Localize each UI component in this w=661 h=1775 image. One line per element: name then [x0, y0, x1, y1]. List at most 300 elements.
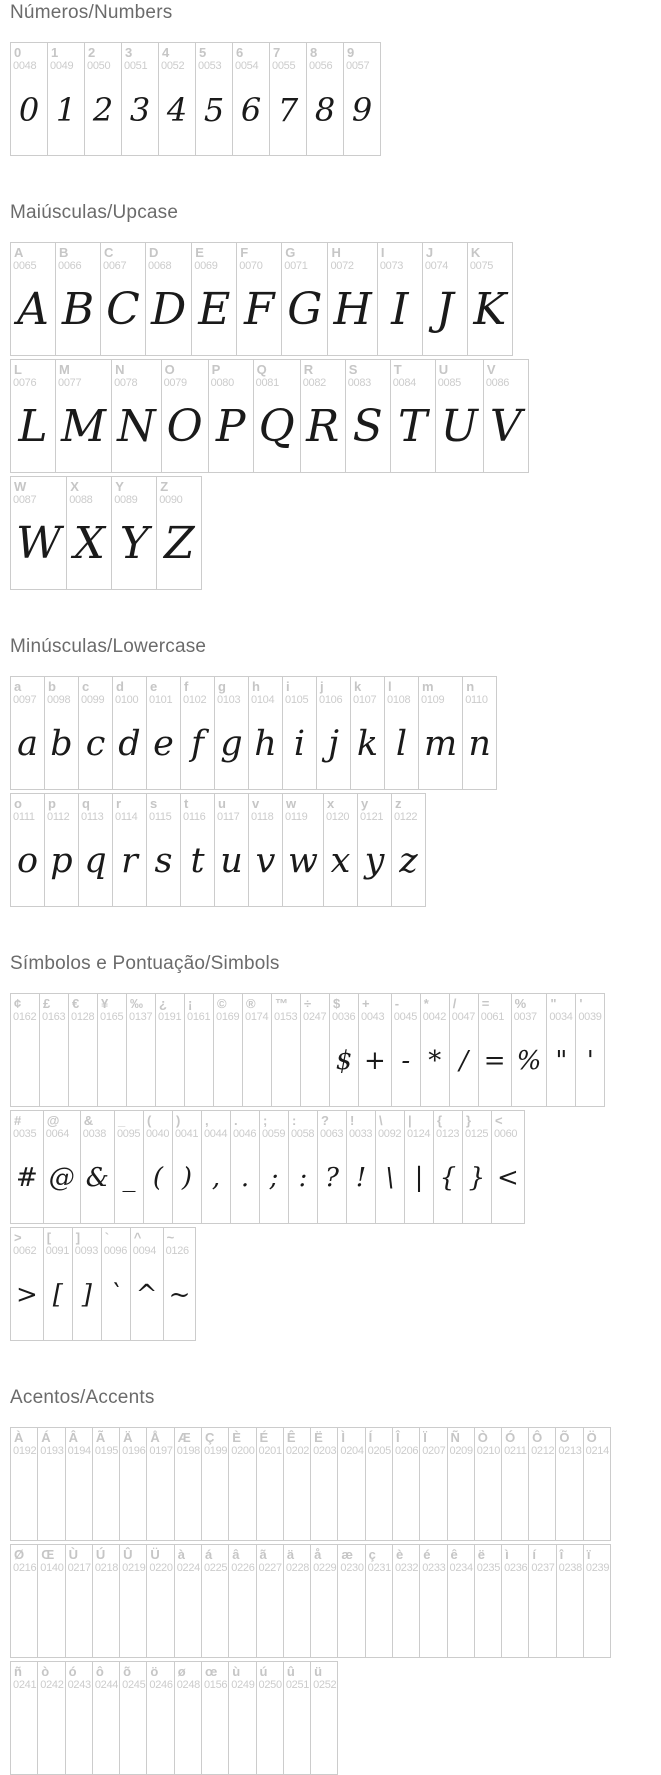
- cell-glyph-preview: \: [385, 1162, 395, 1193]
- glyph-cell: [323, 793, 358, 907]
- cell-character-label: Ñ: [450, 1430, 460, 1445]
- cell-unicode-code: 0084: [392, 377, 416, 389]
- cell-unicode-code: 0115: [149, 811, 172, 823]
- cell-glyph-preview: [175, 1457, 201, 1540]
- cell-unicode-code: 0034: [549, 1011, 573, 1023]
- cell-unicode-code: 0217: [67, 1562, 91, 1574]
- glyph-row: [10, 793, 661, 907]
- cell-unicode-code: 0246: [149, 1679, 173, 1691]
- cell-glyph-preview: g: [220, 723, 243, 764]
- cell-character-label: í: [532, 1547, 536, 1562]
- cell-glyph-preview: (: [152, 1162, 164, 1193]
- cell-character-label: 1: [51, 45, 59, 60]
- cell-character-label: â: [232, 1547, 240, 1562]
- cell-glyph-preview: [366, 1457, 392, 1540]
- glyph-cell: [528, 1544, 556, 1658]
- cell-glyph-preview: Q: [258, 401, 295, 452]
- cell-glyph-preview: e: [153, 723, 174, 764]
- cell-unicode-code: 0123: [435, 1128, 460, 1140]
- cell-character-label: /: [452, 996, 457, 1011]
- cell-character-label: Î: [395, 1430, 400, 1445]
- cell-glyph-preview: =: [483, 1045, 506, 1076]
- cell-character-label: è: [395, 1547, 404, 1562]
- cell-character-label: Ä: [123, 1430, 133, 1445]
- cell-glyph-preview: S: [352, 401, 383, 452]
- glyph-cell: [174, 1544, 202, 1658]
- cell-character-label: {: [436, 1113, 443, 1128]
- glyph-cell: [283, 1544, 311, 1658]
- cell-unicode-code: 0239: [585, 1562, 610, 1574]
- glyph-cell: [288, 1110, 318, 1224]
- glyph-cell: [253, 359, 301, 473]
- glyph-cell: [44, 676, 79, 790]
- cell-glyph-preview: E: [198, 284, 231, 335]
- cell-glyph-preview: |: [414, 1162, 424, 1193]
- cell-glyph-preview: >: [16, 1279, 38, 1310]
- cell-unicode-code: 0206: [394, 1445, 419, 1457]
- cell-unicode-code: 0243: [67, 1679, 91, 1691]
- cell-character-label: ‰: [130, 996, 143, 1011]
- glyph-cell: [201, 1427, 229, 1541]
- cell-unicode-code: 0066: [58, 260, 82, 272]
- cell-glyph-preview: [272, 1023, 300, 1106]
- cell-glyph-preview: [556, 1457, 582, 1540]
- glyph-cell: [208, 359, 254, 473]
- cell-glyph-preview: [502, 1574, 528, 1657]
- cell-character-label: .: [233, 1113, 238, 1128]
- cell-glyph-preview: U: [440, 401, 478, 452]
- cell-character-label: Ï: [423, 1430, 427, 1445]
- glyph-cell: [350, 676, 385, 790]
- cell-unicode-code: 0114: [115, 811, 138, 823]
- cell-character-label: 3: [125, 45, 133, 60]
- section-symbols: [10, 953, 661, 1341]
- cell-character-label: ù: [232, 1664, 241, 1679]
- cell-unicode-code: 0218: [94, 1562, 119, 1574]
- cell-glyph-preview: 5: [203, 90, 225, 129]
- glyph-cell: [306, 42, 344, 156]
- glyph-cell: [80, 1110, 115, 1224]
- cell-glyph-preview: [420, 1574, 446, 1657]
- cell-character-label: ó: [68, 1664, 77, 1679]
- glyph-cell: [345, 359, 391, 473]
- cell-unicode-code: 0095: [116, 1128, 141, 1140]
- cell-character-label: ç: [368, 1547, 376, 1562]
- cell-character-label: l: [388, 679, 392, 694]
- cell-glyph-preview: X: [73, 518, 105, 569]
- glyph-cell: [146, 1544, 174, 1658]
- cell-glyph-preview: [529, 1574, 555, 1657]
- glyph-cell: [92, 1427, 120, 1541]
- glyph-cell: [146, 793, 181, 907]
- cell-glyph-preview: D: [151, 284, 187, 335]
- cell-character-label: ã: [259, 1547, 267, 1562]
- glyph-cell: [10, 993, 40, 1107]
- cell-unicode-code: 0040: [145, 1128, 170, 1140]
- cell-character-label: ø: [177, 1664, 186, 1679]
- cell-glyph-preview: 2: [92, 90, 114, 129]
- cell-glyph-preview: &: [85, 1162, 109, 1193]
- cell-glyph-preview: *: [428, 1045, 442, 1076]
- cell-glyph-preview: f: [191, 723, 204, 764]
- cell-character-label: ô: [95, 1664, 104, 1679]
- glyph-cell: [126, 993, 156, 1107]
- cell-unicode-code: 0196: [122, 1445, 146, 1457]
- cell-glyph-preview: -: [401, 1045, 411, 1076]
- cell-unicode-code: 0076: [13, 377, 37, 389]
- cell-character-label: %: [514, 996, 527, 1011]
- cell-character-label: ;: [262, 1113, 268, 1128]
- cell-glyph-preview: [147, 1691, 173, 1774]
- cell-unicode-code: 0082: [302, 377, 326, 389]
- cell-glyph-preview: [366, 1574, 392, 1657]
- cell-unicode-code: 0099: [81, 694, 105, 706]
- glyph-cell: [365, 1427, 393, 1541]
- glyph-cell: [119, 1544, 147, 1658]
- glyph-cell: [269, 42, 307, 156]
- glyph-cell: [501, 1427, 529, 1541]
- cell-unicode-code: 0242: [40, 1679, 64, 1691]
- cell-unicode-code: 0061: [480, 1011, 505, 1023]
- cell-glyph-preview: ): [181, 1162, 193, 1193]
- cell-unicode-code: 0060: [493, 1128, 518, 1140]
- cell-character-label: ®: [246, 996, 256, 1011]
- cell-unicode-code: 0214: [585, 1445, 609, 1457]
- cell-glyph-preview: [301, 1023, 329, 1106]
- cell-glyph-preview: [311, 1574, 337, 1657]
- cell-unicode-code: 0068: [148, 260, 172, 272]
- cell-character-label: ú: [259, 1664, 268, 1679]
- cell-unicode-code: 0100: [115, 694, 139, 706]
- glyph-cell: [10, 242, 56, 356]
- cell-character-label: ]: [75, 1230, 81, 1245]
- cell-glyph-preview: #: [16, 1162, 38, 1193]
- cell-unicode-code: 0057: [346, 60, 370, 72]
- cell-glyph-preview: J: [435, 284, 454, 335]
- cell-unicode-code: 0228: [285, 1562, 310, 1574]
- cell-unicode-code: 0201: [258, 1445, 282, 1457]
- glyph-cell: [146, 676, 181, 790]
- glyph-cell: [310, 1427, 338, 1541]
- cell-unicode-code: 0103: [217, 694, 241, 706]
- glyph-cell: [68, 993, 98, 1107]
- cell-character-label: ö: [150, 1664, 159, 1679]
- glyph-cell: [78, 793, 113, 907]
- cell-character-label: S: [348, 362, 358, 377]
- cell-glyph-preview: [38, 1691, 64, 1774]
- cell-glyph-preview: u: [220, 840, 243, 881]
- cell-glyph-preview: 3: [129, 90, 151, 129]
- glyph-cell: [528, 1427, 556, 1541]
- cell-character-label: 6: [236, 45, 244, 60]
- cell-character-label: *: [423, 996, 429, 1011]
- glyph-cell: [271, 993, 301, 1107]
- cell-glyph-preview: [: [52, 1279, 63, 1310]
- cell-character-label: \: [378, 1113, 383, 1128]
- cell-unicode-code: 0075: [469, 260, 494, 272]
- cell-character-label: ~: [166, 1230, 175, 1245]
- cell-character-label: ¡: [188, 996, 193, 1011]
- glyph-cell: [191, 242, 237, 356]
- cell-character-label: =: [481, 996, 490, 1011]
- cell-unicode-code: 0079: [163, 377, 187, 389]
- cell-glyph-preview: T: [398, 401, 428, 452]
- cell-glyph-preview: v: [255, 840, 276, 881]
- glyph-cell: [310, 1544, 338, 1658]
- cell-unicode-code: 0054: [235, 60, 259, 72]
- cell-character-label: C: [104, 245, 114, 260]
- cell-glyph-preview: [584, 1574, 610, 1657]
- cell-character-label: Ô: [532, 1430, 543, 1445]
- cell-glyph-preview: [120, 1574, 146, 1657]
- cell-unicode-code: 0209: [449, 1445, 473, 1457]
- cell-glyph-preview: [93, 1574, 119, 1657]
- cell-unicode-code: 0120: [325, 811, 350, 823]
- glyph-row: [10, 993, 661, 1107]
- cell-character-label: ¥: [101, 996, 109, 1011]
- glyph-cell: [92, 1544, 120, 1658]
- glyph-cell: [66, 476, 112, 590]
- cell-glyph-preview: [38, 1457, 64, 1540]
- glyph-cell: [37, 1661, 65, 1775]
- cell-unicode-code: 0137: [129, 1011, 153, 1023]
- cell-unicode-code: 0211: [504, 1445, 527, 1457]
- cell-unicode-code: 0234: [449, 1562, 473, 1574]
- cell-glyph-preview: ?: [324, 1162, 339, 1193]
- cell-character-label: h: [252, 679, 260, 694]
- cell-unicode-code: 0161: [187, 1011, 211, 1023]
- glyph-cell: [419, 1544, 447, 1658]
- cell-character-label: T: [393, 362, 402, 377]
- cell-character-label: ë: [477, 1547, 486, 1562]
- glyph-cell: [384, 676, 419, 790]
- cell-glyph-preview: [448, 1457, 474, 1540]
- cell-glyph-preview: [229, 1691, 255, 1774]
- glyph-cell: [44, 793, 79, 907]
- glyph-cell: [343, 42, 381, 156]
- glyph-cell: [156, 476, 202, 590]
- cell-glyph-preview: :: [298, 1162, 308, 1193]
- cell-character-label: b: [48, 679, 56, 694]
- glyph-cell: [161, 359, 209, 473]
- cell-unicode-code: 0225: [203, 1562, 228, 1574]
- cell-glyph-preview: [257, 1457, 283, 1540]
- cell-character-label: ì: [505, 1547, 509, 1562]
- cell-glyph-preview: n: [468, 723, 491, 764]
- cell-glyph-preview: t: [190, 840, 205, 881]
- cell-character-label: E: [195, 245, 204, 260]
- cell-character-label: c: [82, 679, 90, 694]
- glyph-cell: [10, 1544, 38, 1658]
- cell-glyph-preview: [156, 1023, 184, 1106]
- cell-glyph-preview: [284, 1691, 310, 1774]
- cell-glyph-preview: H: [333, 284, 372, 335]
- cell-glyph-preview: [448, 1574, 474, 1657]
- cell-glyph-preview: 1: [55, 90, 77, 129]
- glyph-row: [10, 1661, 661, 1775]
- cell-unicode-code: 0081: [255, 377, 279, 389]
- cell-character-label: d: [116, 679, 124, 694]
- section-title: Números/Numbers: [10, 2, 173, 23]
- cell-unicode-code: 0064: [45, 1128, 70, 1140]
- cell-glyph-preview: o: [16, 840, 39, 881]
- cell-character-label: €: [72, 996, 80, 1011]
- cell-glyph-preview: m: [424, 723, 458, 764]
- cell-unicode-code: 0038: [82, 1128, 107, 1140]
- cell-glyph-preview: Z: [163, 518, 195, 569]
- glyph-cell: [300, 993, 330, 1107]
- cell-character-label: |: [407, 1113, 412, 1128]
- cell-glyph-preview: [66, 1457, 92, 1540]
- cell-unicode-code: 0213: [558, 1445, 582, 1457]
- cell-glyph-preview: 0: [18, 90, 40, 129]
- cell-unicode-code: 0194: [67, 1445, 91, 1457]
- glyph-cell: [174, 1427, 202, 1541]
- glyph-cell: [467, 242, 513, 356]
- cell-unicode-code: 0241: [13, 1679, 37, 1691]
- glyph-cell: [377, 242, 423, 356]
- cell-glyph-preview: }: [468, 1162, 486, 1193]
- cell-character-label: :: [291, 1113, 297, 1128]
- cell-character-label: Z: [160, 479, 169, 494]
- cell-character-label: £: [43, 996, 51, 1011]
- glyph-cell: [316, 676, 351, 790]
- cell-glyph-preview: N: [117, 401, 156, 452]
- glyph-cell: [419, 1427, 447, 1541]
- cell-unicode-code: 0238: [558, 1562, 582, 1574]
- cell-character-label: œ: [204, 1664, 218, 1679]
- glyph-cell: [130, 1227, 164, 1341]
- cell-glyph-preview: y: [364, 840, 385, 881]
- cell-glyph-preview: G: [287, 284, 323, 335]
- glyph-cell: [337, 1544, 365, 1658]
- glyph-cell: [10, 42, 48, 156]
- cell-glyph-preview: [40, 1023, 68, 1106]
- cell-glyph-preview: [284, 1574, 310, 1657]
- cell-unicode-code: 0212: [531, 1445, 555, 1457]
- cell-character-label: Ü: [150, 1547, 160, 1562]
- cell-glyph-preview: b: [50, 723, 73, 764]
- cell-glyph-preview: ": [555, 1045, 568, 1076]
- glyph-cell: [462, 1110, 492, 1224]
- cell-character-label: a: [14, 679, 22, 694]
- cell-unicode-code: 0106: [319, 694, 343, 706]
- cell-character-label: [: [46, 1230, 52, 1245]
- glyph-cell: [256, 1427, 284, 1541]
- cell-unicode-code: 0116: [183, 811, 206, 823]
- cell-unicode-code: 0207: [422, 1445, 446, 1457]
- cell-glyph-preview: [120, 1457, 146, 1540]
- cell-glyph-preview: [147, 1574, 173, 1657]
- cell-unicode-code: 0073: [379, 260, 404, 272]
- section-lowercase: [10, 636, 661, 907]
- glyph-cell: [121, 42, 159, 156]
- glyph-cell: [447, 1544, 475, 1658]
- cell-character-label: ": [550, 996, 557, 1011]
- cell-character-label: Ò: [477, 1430, 488, 1445]
- cell-character-label: -: [394, 996, 400, 1011]
- cell-unicode-code: 0200: [231, 1445, 255, 1457]
- glyph-cell: [375, 1110, 405, 1224]
- cell-character-label: w: [286, 796, 297, 811]
- cell-unicode-code: 0248: [176, 1679, 200, 1691]
- glyph-cell: [310, 1661, 338, 1775]
- cell-character-label: ÷: [304, 996, 312, 1011]
- cell-character-label: f: [184, 679, 189, 694]
- cell-glyph-preview: d: [118, 723, 141, 764]
- cell-unicode-code: 0236: [504, 1562, 528, 1574]
- cell-character-label: Ã: [95, 1430, 106, 1445]
- cell-character-label: 7: [273, 45, 281, 60]
- glyph-cell: [201, 1544, 229, 1658]
- cell-unicode-code: 0039: [578, 1011, 602, 1023]
- glyph-cell: [47, 42, 85, 156]
- cell-glyph-preview: 9: [351, 90, 373, 129]
- cell-unicode-code: 0205: [367, 1445, 391, 1457]
- cell-character-label: i: [286, 679, 290, 694]
- cell-character-label: û: [286, 1664, 295, 1679]
- cell-glyph-preview: [557, 1574, 583, 1657]
- cell-character-label: q: [82, 796, 90, 811]
- cell-glyph-preview: .: [240, 1162, 250, 1193]
- cell-unicode-code: 0121: [359, 811, 384, 823]
- cell-unicode-code: 0197: [149, 1445, 173, 1457]
- section-accents: [10, 1387, 661, 1775]
- cell-character-label: u: [218, 796, 226, 811]
- glyph-cell: [55, 242, 101, 356]
- cell-glyph-preview: q: [84, 840, 107, 881]
- glyph-cell: [55, 359, 112, 473]
- cell-unicode-code: 0074: [424, 260, 449, 272]
- cell-unicode-code: 0069: [194, 260, 218, 272]
- glyph-cell: [392, 1427, 420, 1541]
- cell-glyph-preview: [243, 1023, 271, 1106]
- cell-glyph-preview: L: [18, 401, 48, 452]
- cell-unicode-code: 0036: [332, 1011, 356, 1023]
- cell-unicode-code: 0193: [40, 1445, 64, 1457]
- glyph-cell: [100, 242, 146, 356]
- cell-glyph-preview: [338, 1457, 364, 1540]
- glyph-cell: [420, 993, 450, 1107]
- glyph-cell: [10, 1110, 44, 1224]
- glyph-cell: [346, 1110, 376, 1224]
- cell-glyph-preview: [311, 1457, 337, 1540]
- cell-glyph-preview: i: [293, 723, 306, 764]
- glyph-row: [10, 42, 661, 156]
- glyph-cell: [180, 676, 215, 790]
- cell-character-label: p: [48, 796, 56, 811]
- cell-character-label: k: [354, 679, 362, 694]
- cell-unicode-code: 0049: [50, 60, 74, 72]
- glyph-cell: [447, 1427, 475, 1541]
- glyph-cell: [146, 1427, 174, 1541]
- glyph-cell: [174, 1661, 202, 1775]
- glyph-cell: [300, 359, 346, 473]
- glyph-cell: [583, 1544, 611, 1658]
- cell-character-label: Í: [368, 1430, 373, 1445]
- cell-glyph-preview: /: [459, 1045, 469, 1076]
- cell-unicode-code: 0202: [285, 1445, 310, 1457]
- glyph-cell: [462, 676, 497, 790]
- cell-character-label: >: [14, 1230, 22, 1245]
- cell-unicode-code: 0204: [340, 1445, 364, 1457]
- cell-character-label: Õ: [559, 1430, 570, 1445]
- cell-character-label: J: [425, 245, 434, 260]
- glyph-cell: [392, 1544, 420, 1658]
- cell-character-label: Ù: [68, 1547, 78, 1562]
- glyph-cell: [10, 676, 45, 790]
- cell-character-label: F: [240, 245, 249, 260]
